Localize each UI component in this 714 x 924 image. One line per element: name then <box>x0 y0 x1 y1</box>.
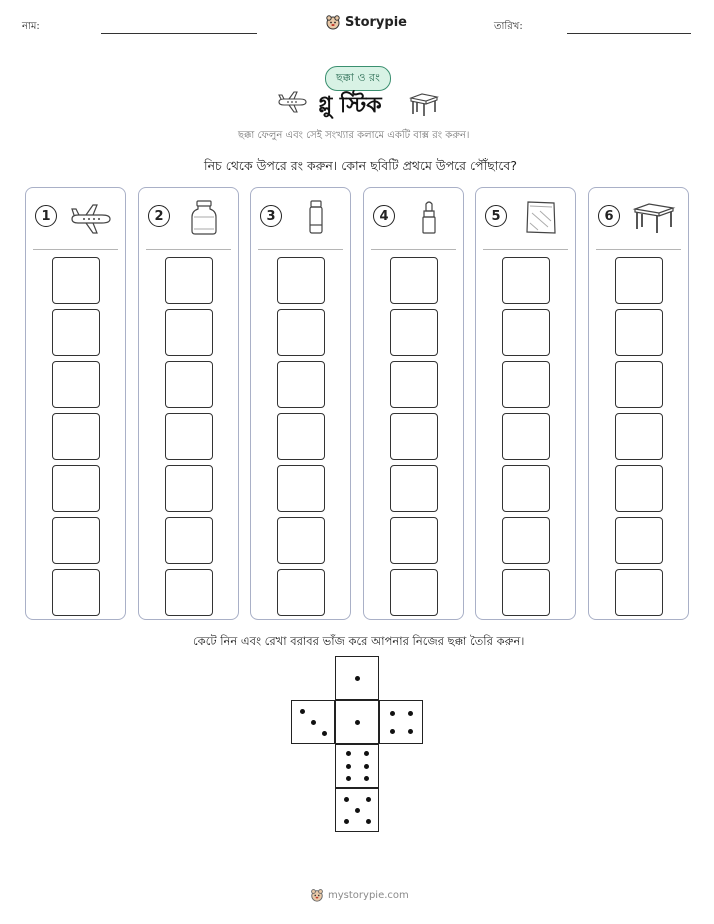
footer-mascot-icon <box>310 888 324 902</box>
die-face-5 <box>335 788 379 832</box>
die-face-6 <box>335 744 379 788</box>
column-2 <box>138 187 239 620</box>
column-divider <box>146 249 231 250</box>
color-box[interactable] <box>615 309 663 356</box>
color-box[interactable] <box>615 517 663 564</box>
color-box[interactable] <box>277 361 325 408</box>
color-box[interactable] <box>390 257 438 304</box>
color-box[interactable] <box>390 465 438 512</box>
color-box[interactable] <box>277 465 325 512</box>
color-box[interactable] <box>277 517 325 564</box>
color-box[interactable] <box>277 257 325 304</box>
color-box[interactable] <box>502 517 550 564</box>
column-6 <box>588 187 689 620</box>
column-divider <box>258 249 343 250</box>
color-box[interactable] <box>165 413 213 460</box>
airplane-icon <box>68 199 114 235</box>
color-box[interactable] <box>165 257 213 304</box>
color-box[interactable] <box>165 465 213 512</box>
column-number: 1 <box>35 205 57 227</box>
question-text: নিচ থেকে উপরে রং করুন। কোন ছবিটি প্রথমে উপরে পৌঁছাবে? <box>204 158 517 173</box>
die-pip <box>366 797 371 802</box>
die-pip <box>355 720 360 725</box>
die-pip <box>311 720 316 725</box>
die-pip <box>344 819 349 824</box>
column-1 <box>25 187 126 620</box>
brand-name: Storypie <box>345 14 407 30</box>
color-box[interactable] <box>277 569 325 616</box>
glue-stick-icon <box>293 199 339 235</box>
activity-badge: ছক্কা ও রং <box>325 66 391 91</box>
table-icon <box>631 199 677 235</box>
column-5 <box>475 187 576 620</box>
die-pip <box>364 776 369 781</box>
die-pip <box>366 819 371 824</box>
color-box[interactable] <box>165 517 213 564</box>
color-box[interactable] <box>502 257 550 304</box>
column-number: 6 <box>598 205 620 227</box>
color-box[interactable] <box>390 413 438 460</box>
color-box[interactable] <box>390 361 438 408</box>
color-box[interactable] <box>165 309 213 356</box>
color-box[interactable] <box>277 413 325 460</box>
die-pip <box>390 711 395 716</box>
title-airplane-icon <box>276 90 308 114</box>
color-box[interactable] <box>390 309 438 356</box>
storypie-mascot-icon <box>325 14 341 30</box>
column-4 <box>363 187 464 620</box>
die-face-4 <box>379 700 423 744</box>
die-pip <box>346 764 351 769</box>
color-box[interactable] <box>615 413 663 460</box>
die-pip <box>355 808 360 813</box>
color-box[interactable] <box>502 465 550 512</box>
die-pip <box>364 764 369 769</box>
die-face-3 <box>291 700 335 744</box>
die-pip <box>408 729 413 734</box>
color-box[interactable] <box>502 413 550 460</box>
color-box[interactable] <box>390 517 438 564</box>
footer-url[interactable]: mystorypie.com <box>328 889 409 901</box>
die-face-1 <box>335 656 379 700</box>
color-box[interactable] <box>615 465 663 512</box>
color-box[interactable] <box>502 569 550 616</box>
die-pip <box>346 751 351 756</box>
die-face-1 <box>335 700 379 744</box>
page-title: গ্লু স্টিক <box>318 93 382 118</box>
color-box[interactable] <box>165 569 213 616</box>
name-label: নাম: <box>22 21 40 32</box>
column-number: 2 <box>148 205 170 227</box>
jar-icon <box>181 199 227 235</box>
color-box[interactable] <box>52 465 100 512</box>
column-number: 3 <box>260 205 282 227</box>
footer <box>310 888 409 902</box>
die-pip <box>300 709 305 714</box>
column-divider <box>371 249 456 250</box>
die-pip <box>364 751 369 756</box>
instruction-subtitle: ছক্কা ফেলুন এবং সেই সংখ্যার কলামে একটি বাক্স রং করুন। <box>238 130 470 141</box>
color-box[interactable] <box>277 309 325 356</box>
date-label: তারিখ: <box>494 21 523 32</box>
column-number: 4 <box>373 205 395 227</box>
color-box[interactable] <box>502 309 550 356</box>
color-box[interactable] <box>52 257 100 304</box>
column-divider <box>596 249 681 250</box>
die-pip <box>344 797 349 802</box>
die-pip <box>322 731 327 736</box>
die-pip <box>355 676 360 681</box>
color-box[interactable] <box>615 361 663 408</box>
color-box[interactable] <box>52 517 100 564</box>
die-pip <box>346 776 351 781</box>
die-pip <box>390 729 395 734</box>
color-box[interactable] <box>52 569 100 616</box>
lipstick-icon <box>406 199 452 235</box>
color-box[interactable] <box>615 569 663 616</box>
color-box[interactable] <box>502 361 550 408</box>
column-number: 5 <box>485 205 507 227</box>
date-line[interactable] <box>567 33 691 34</box>
column-divider <box>33 249 118 250</box>
color-box[interactable] <box>390 569 438 616</box>
color-box[interactable] <box>52 361 100 408</box>
column-3 <box>250 187 351 620</box>
color-box[interactable] <box>52 309 100 356</box>
color-box[interactable] <box>615 257 663 304</box>
die-pip <box>408 711 413 716</box>
color-box[interactable] <box>52 413 100 460</box>
cut-instruction: কেটে নিন এবং রেখা বরাবর ভাঁজ করে আপনার নিজের ছক্কা তৈরি করুন। <box>193 634 525 648</box>
column-divider <box>483 249 568 250</box>
name-line[interactable] <box>101 33 257 34</box>
plastic-bag-icon <box>518 199 564 235</box>
color-box[interactable] <box>165 361 213 408</box>
brand-logo <box>325 14 407 30</box>
title-table-icon <box>408 90 440 118</box>
